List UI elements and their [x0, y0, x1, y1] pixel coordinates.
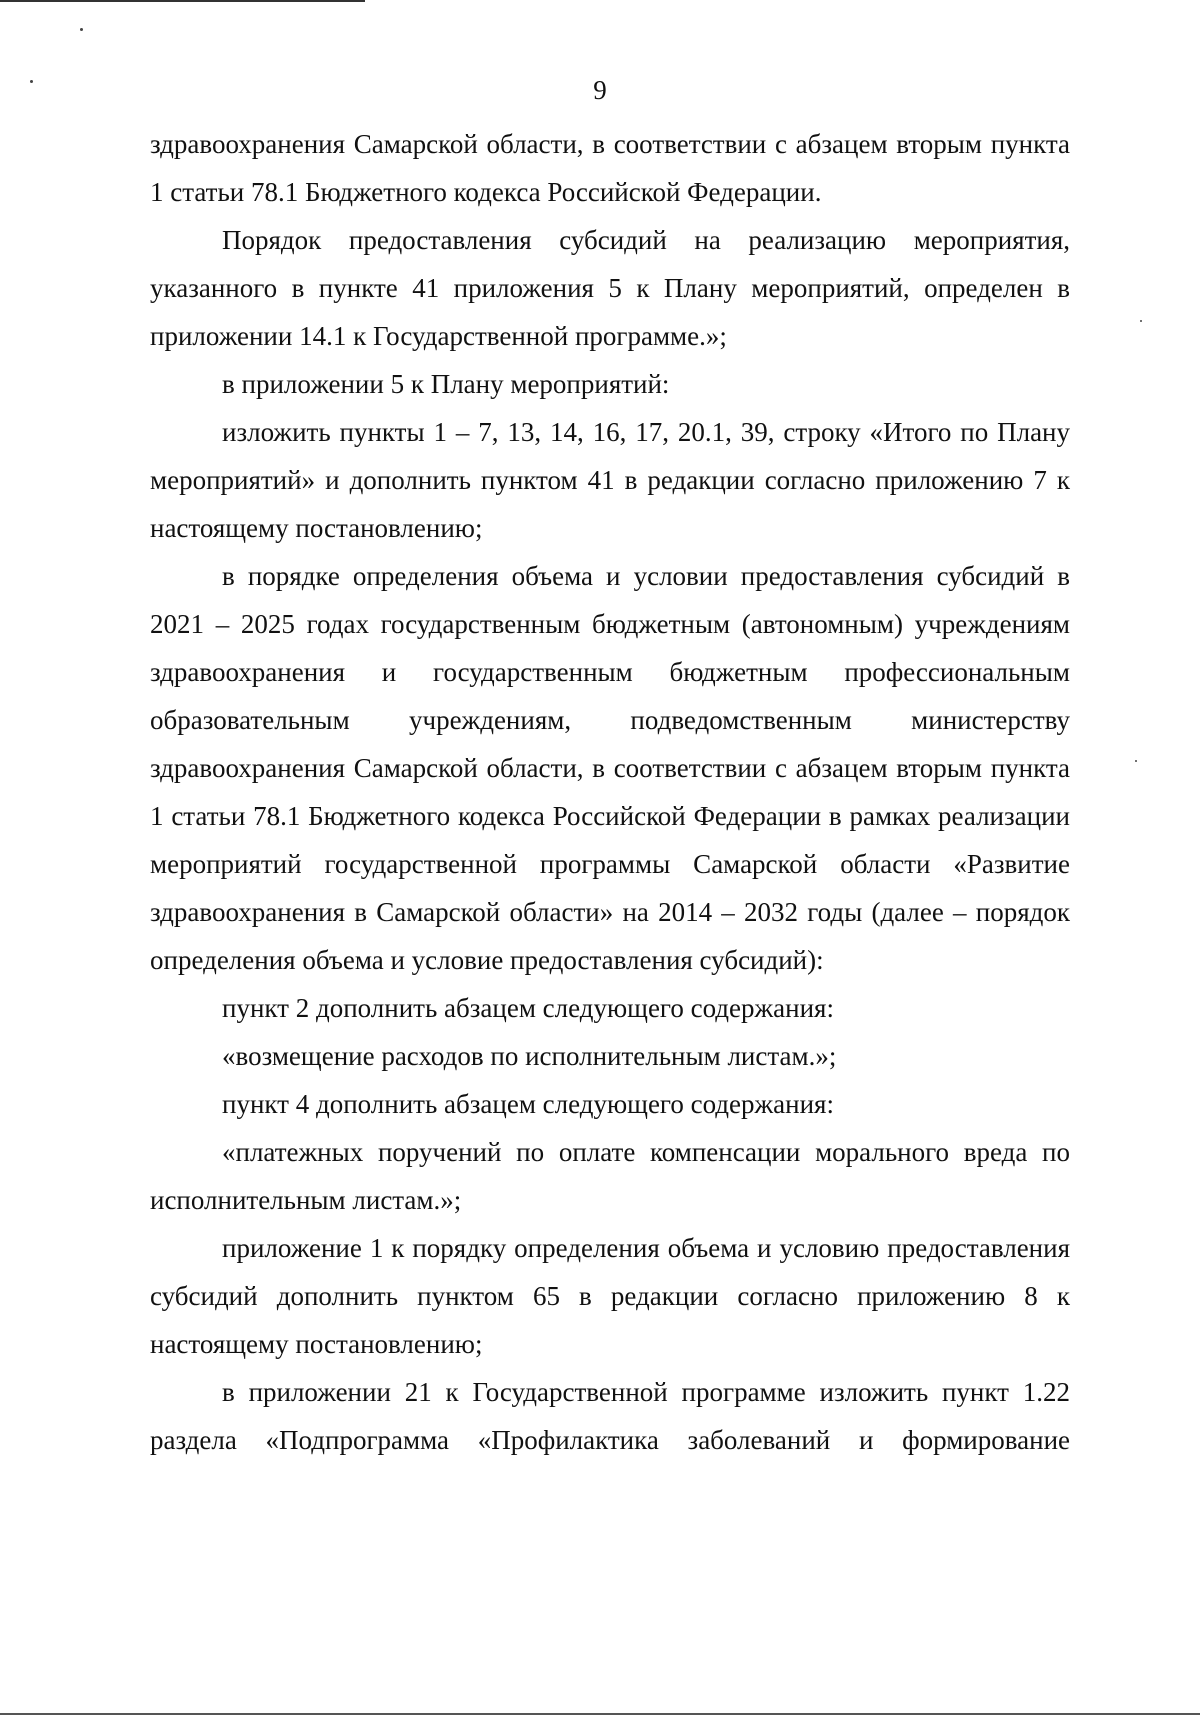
paragraph: в приложении 21 к Государственной программе изложить пункт 1.22 раздела «Подпрограмма «Профилактика заболеваний и формирование: [150, 1377, 1070, 1455]
paragraph: «платежных поручений по оплате компенсации морального вреда по исполнительным листам.»;: [150, 1137, 1070, 1215]
paragraph: в порядке определения объема и условии предоставления субсидий в 2021 – 2025 годах государственным бюджетным (автономным) учреждениям здравоохранения и государственным бюджетным профессиональным образовательным учреждениям, подведомственным министерству здравоохранения Самарской области, в соответствии с абзацем вторым пункта 1 статьи 78.1 Бюджетного кодекса Российской Федерации в рамках реализации мероприятий государственной программы Самарской области «Развитие здравоохранения в Самарской области» на 2014 – 2032 годы (далее – порядок определения объема и условие предоставления субсидий):: [150, 561, 1070, 975]
paragraph: Порядок предоставления субсидий на реализацию мероприятия, указанного в пункте 41 приложения 5 к Плану мероприятий, определен в приложении 14.1 к Государственной программе.»;: [150, 225, 1070, 351]
paragraph: «возмещение расходов по исполнительным листам.»;: [222, 1041, 837, 1071]
paragraph: здравоохранения Самарской области, в соответствии с абзацем вторым пункта 1 статьи 78.1 Бюджетного кодекса Российской Федерации.: [150, 129, 1070, 207]
scan-speck: [1135, 760, 1137, 762]
page-number: 9: [593, 75, 607, 105]
paragraph: в приложении 5 к Плану мероприятий:: [222, 369, 670, 399]
paragraph: пункт 4 дополнить абзацем следующего содержания:: [222, 1089, 834, 1119]
paragraph: пункт 2 дополнить абзацем следующего содержания:: [222, 993, 834, 1023]
scan-bottom-line: [0, 1713, 1200, 1715]
paragraph: приложение 1 к порядку определения объема и условию предоставления субсидий дополнить пунктом 65 в редакции согласно приложению 8 к настоящему постановлению;: [150, 1233, 1070, 1359]
document-body: [150, 120, 1070, 1464]
paragraph: изложить пункты 1 – 7, 13, 14, 16, 17, 20.1, 39, строку «Итого по Плану мероприятий» и дополнить пунктом 41 в редакции согласно приложению 7 к настоящему постановлению;: [150, 417, 1070, 543]
scan-edge-line: [0, 0, 365, 2]
scan-speck: [80, 28, 83, 31]
scan-speck: [1140, 320, 1142, 322]
